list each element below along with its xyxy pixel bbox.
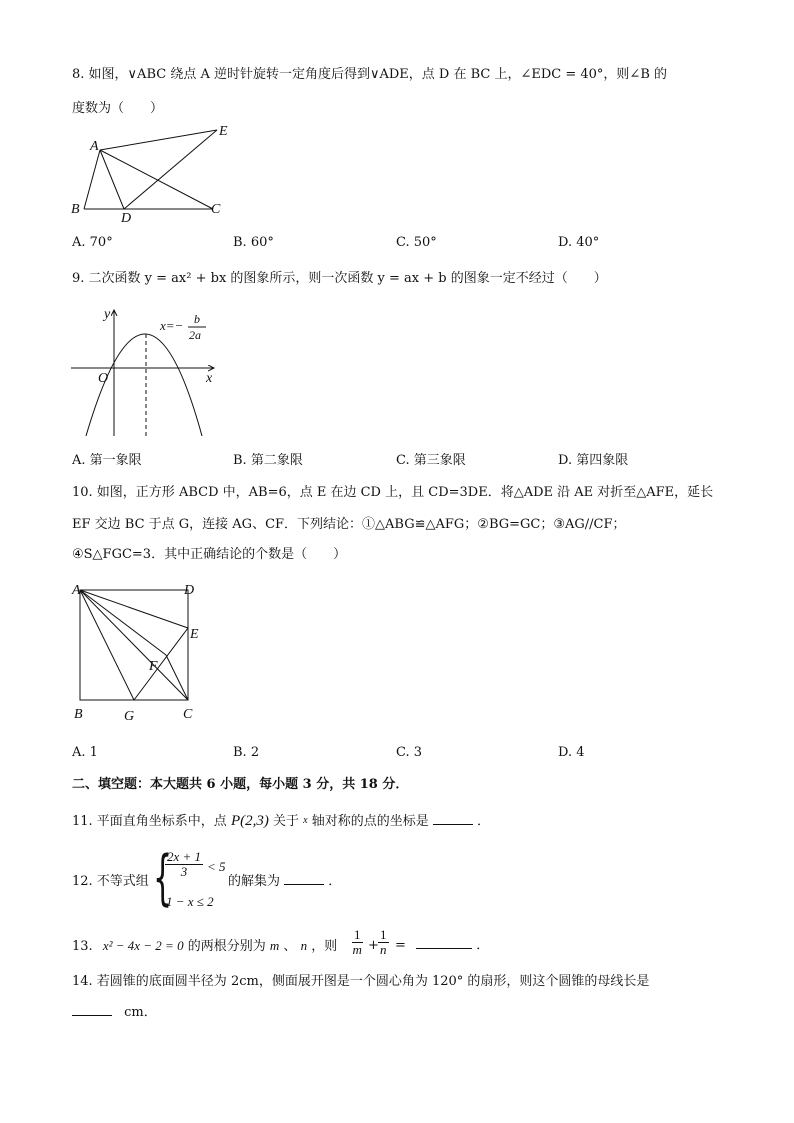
q9-axis-eq-lhs: x=− bbox=[160, 318, 184, 333]
q8-label-C: C bbox=[211, 202, 221, 217]
q8-option-d[interactable]: D. 40° bbox=[558, 235, 600, 250]
q11-text-b: 关于 bbox=[273, 814, 300, 829]
q9-option-c[interactable]: C. 第三象限 bbox=[396, 453, 466, 468]
q12-answer-blank[interactable] bbox=[284, 884, 324, 885]
q13-sep: 、 bbox=[283, 939, 297, 954]
q9-axis-eq-den: 2a bbox=[189, 328, 201, 342]
q11-point: P(2,3) bbox=[230, 813, 269, 829]
q11-axis: x bbox=[303, 815, 308, 826]
q10-stem-line3: ④S△FGC=3．其中正确结论的个数是（ ） bbox=[72, 547, 347, 562]
q13-equation: x² − 4x − 2 = 0 bbox=[102, 938, 184, 953]
q9-option-d[interactable]: D. 第四象限 bbox=[558, 453, 629, 468]
q13-text-a: 的两根分别为 bbox=[187, 939, 266, 954]
q8-label-A: A bbox=[90, 139, 99, 154]
q9-label-y: y bbox=[104, 307, 111, 322]
q13-f2-den: n bbox=[380, 942, 387, 957]
q13-answer-blank[interactable] bbox=[416, 948, 472, 949]
q10-option-d[interactable]: D. 4 bbox=[558, 745, 585, 760]
q11-text-a: 11. 平面直角坐标系中，点 bbox=[72, 814, 227, 829]
q13-number: 13. bbox=[72, 939, 93, 954]
q13-f1-num: 1 bbox=[354, 927, 361, 942]
q13-f2-num: 1 bbox=[380, 927, 387, 942]
q14-stem-line2 bbox=[72, 1004, 157, 1022]
q10-stem-line1: 10. 如图，正方形 ABCD 中，AB=6，点 E 在边 CD 上，且 CD=3DE．将△ADE 沿 AE 对折至△AFE，延长 bbox=[72, 485, 714, 500]
q10-label-D: D bbox=[184, 583, 195, 598]
q12-text-b: 的解集为 bbox=[228, 874, 281, 889]
q13-text-b: ，则 bbox=[311, 939, 338, 954]
q12-label: 12. 不等式组 bbox=[72, 874, 149, 889]
q10-option-c[interactable]: C. 3 bbox=[396, 745, 423, 760]
q10-stem-line2: EF 交边 BC 于点 G，连接 AG、CF．下列结论：①△ABG≌△AFG；②BG=GC；③AG//CF； bbox=[72, 517, 626, 532]
q13-m: m bbox=[269, 938, 280, 953]
q10-label-B: B bbox=[74, 707, 83, 722]
q8-label-E: E bbox=[219, 124, 228, 139]
q9-figure bbox=[66, 302, 226, 442]
q11-text-end: ． bbox=[477, 814, 491, 829]
q12-fraction bbox=[165, 850, 203, 879]
q14-answer-blank[interactable] bbox=[72, 1015, 112, 1016]
q9-axis-eq-num: b bbox=[194, 312, 200, 326]
q11-answer-blank[interactable] bbox=[433, 824, 473, 825]
q10-label-A: A bbox=[72, 583, 81, 598]
q9-label-O: O bbox=[98, 371, 109, 386]
q9-stem: 9. 二次函数 y = ax² + bx 的图象所示，则一次函数 y = ax + b 的图象一定不经过（ ） bbox=[72, 271, 607, 286]
q8-stem-line1: 8. 如图，∨ABC 绕点 A 逆时针旋转一定角度后得到∨ADE，点 D 在 BC 上，∠EDC = 40°，则∠B 的 bbox=[72, 67, 668, 82]
q12-text-end: ． bbox=[328, 874, 342, 889]
q12-brace: { bbox=[153, 843, 173, 913]
q10-label-C: C bbox=[183, 707, 193, 722]
q12-ineq2: 1 − x ≤ 2 bbox=[166, 894, 214, 909]
q13-equals: = bbox=[395, 938, 406, 953]
q10-option-b[interactable]: B. 2 bbox=[233, 745, 260, 760]
q12-frac-den: 3 bbox=[180, 864, 188, 879]
q13-n: n bbox=[300, 938, 308, 953]
q9-option-b[interactable]: B. 第二象限 bbox=[233, 453, 303, 468]
q14-stem-line1: 14. 若圆锥的底面圆半径为 2cm，侧面展开图是一个圆心角为 120° 的扇形，则这个圆锥的母线长是 bbox=[72, 974, 650, 989]
q8-label-D: D bbox=[121, 211, 132, 225]
q8-stem-line2: 度数为（ ） bbox=[72, 101, 164, 116]
q9-label-x: x bbox=[206, 371, 213, 386]
q13-f1-den: m bbox=[352, 942, 362, 957]
q13-fraction-1 bbox=[352, 928, 363, 957]
section-title: 二、填空题：本大题共 6 小题，每小题 3 分，共 18 分． bbox=[72, 777, 409, 792]
q10-label-E: E bbox=[190, 627, 199, 642]
q8-option-b[interactable]: B. 60° bbox=[233, 235, 274, 250]
q13-plus: + bbox=[368, 938, 379, 953]
q10-option-a[interactable]: A. 1 bbox=[72, 745, 98, 760]
q12-frac-num: 2x + 1 bbox=[167, 849, 202, 864]
q8-option-a[interactable]: A. 70° bbox=[72, 235, 113, 250]
q10-label-F: F bbox=[149, 659, 158, 674]
q13-text-end: ． bbox=[476, 938, 490, 953]
q12-ineq1-rhs: < 5 bbox=[207, 859, 226, 874]
q8-label-B: B bbox=[71, 202, 80, 217]
q9-option-a[interactable]: A. 第一象限 bbox=[72, 453, 142, 468]
q13-fraction-2 bbox=[378, 928, 389, 957]
q11-text-c: 轴对称的点的坐标是 bbox=[311, 814, 429, 829]
q13-tail bbox=[395, 937, 489, 955]
q13-stem-left bbox=[72, 937, 337, 956]
q8-figure bbox=[66, 120, 236, 225]
q8-option-c[interactable]: C. 50° bbox=[396, 235, 437, 250]
q10-label-G: G bbox=[124, 709, 135, 724]
q11-stem bbox=[72, 812, 490, 831]
q10-figure bbox=[66, 578, 216, 726]
q12-tail bbox=[228, 873, 341, 891]
q14-unit: cm． bbox=[124, 1005, 157, 1020]
